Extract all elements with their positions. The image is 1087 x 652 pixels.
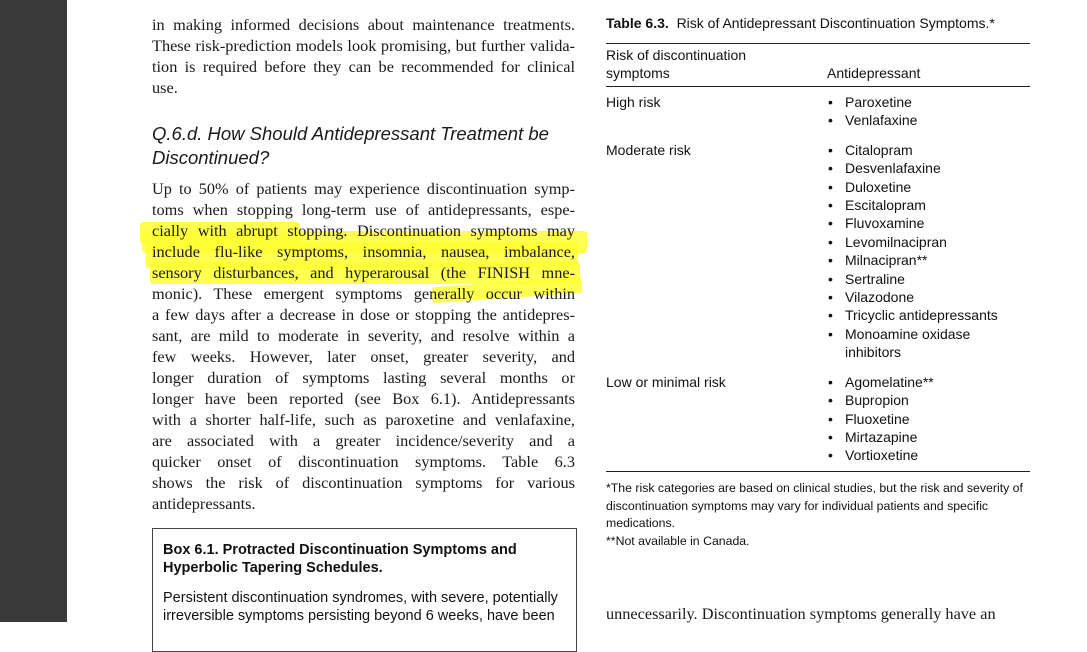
text-line: few weeks. However, later onset, greater severity, and — [152, 347, 575, 366]
table-footnotes — [606, 480, 1034, 550]
risk-level: Moderate risk — [606, 141, 691, 158]
section-heading-line1: Q.6.d. How Should Antidepressant Treatment be — [152, 123, 549, 144]
drug-list — [827, 373, 1030, 465]
text-line: tion is required before they can be recommended for clinical use. — [152, 57, 575, 97]
text-line: sant, are mild to moderate in severity, and resolve within a — [152, 326, 575, 345]
text-line: with a shorter half-life, such as paroxetine and venlafaxine, — [152, 410, 575, 429]
text-line: toms when stopping long-term use of antidepressants, espe- — [152, 200, 575, 219]
table-col-header-drug: Antidepressant — [827, 65, 921, 81]
list-item: • Tricyclic antidepressants — [827, 306, 1030, 324]
list-item: • Vilazodone — [827, 288, 1030, 306]
list-item: • Monoamine oxidase — [827, 325, 1030, 343]
text-line: shows the risk of discontinuation symptoms for various — [152, 473, 575, 492]
list-item-continued: inhibitors — [845, 344, 902, 361]
box-6-1 — [152, 528, 577, 652]
text-line: include flu-like symptoms, insomnia, nausea, imbalance, — [152, 242, 575, 261]
drug-list — [827, 141, 1030, 362]
text-line: monic). These emergent symptoms generally occur within — [152, 284, 575, 303]
box-text: Persistent discontinuation syndromes, with severe, potentially irreversible symptoms persisting beyond 6 weeks, have been — [163, 590, 558, 624]
text-line: antidepressants. — [152, 494, 256, 513]
list-item: • Vortioxetine — [827, 446, 1030, 464]
list-item: • Mirtazapine — [827, 428, 1030, 446]
risk-level: Low or minimal risk — [606, 373, 726, 390]
table-bottom-rule — [606, 471, 1030, 472]
section-heading-line2: Discontinued? — [152, 147, 270, 168]
text-line: a few days after a decrease in dose or stopping the antidepres- — [152, 305, 575, 324]
text-line: sensory disturbances, and hyperarousal (the FINISH mne- — [152, 263, 575, 282]
table-row — [606, 93, 1030, 130]
viewer-sidebar — [0, 0, 67, 622]
list-item: • Desvenlafaxine — [827, 159, 1030, 177]
text-line: These risk-prediction models look promising, but further valida- — [152, 36, 575, 55]
table-row — [606, 141, 1030, 362]
table-col-header-risk: Risk of discontinuation symptoms — [606, 47, 747, 81]
body-paragraph — [152, 178, 575, 514]
text-line: in making informed decisions about maintenance treatments. — [152, 15, 575, 34]
list-item: • Agomelatine** — [827, 373, 1030, 391]
list-item: • Escitalopram — [827, 196, 1030, 214]
table-header-row — [606, 44, 1030, 86]
list-item: • Duloxetine — [827, 178, 1030, 196]
text-line: quicker onset of discontinuation symptoms. Table 6.3 — [152, 452, 575, 471]
list-item: • Sertraline — [827, 270, 1030, 288]
text-line: longer duration of symptoms lasting several months or — [152, 368, 575, 387]
risk-level: High risk — [606, 94, 661, 110]
table-caption-label: Table 6.3. — [606, 15, 669, 31]
text-line: are associated with a greater incidence/severity and a — [152, 431, 575, 450]
table-6-3 — [606, 14, 1030, 472]
list-item: • Venlafaxine — [827, 111, 1030, 129]
text-line: longer have been reported (see Box 6.1). Antidepressants — [152, 389, 575, 408]
list-item: • Fluoxetine — [827, 410, 1030, 428]
footnote-not-available: **Not available in Canada. — [606, 533, 750, 548]
text-line: cially with abrupt stopping. Discontinuation symptoms may — [152, 221, 575, 240]
text-line: Up to 50% of patients may experience discontinuation symp- — [152, 179, 575, 198]
box-title: Box 6.1. Protracted Discontinuation Symptoms and Hyperbolic Tapering Schedules. — [163, 542, 517, 576]
right-column-text: unnecessarily. Discontinuation symptoms generally have an — [606, 604, 996, 623]
table-caption — [606, 14, 1030, 33]
list-item: • Milnacipran** — [827, 251, 1030, 269]
list-item: • Paroxetine — [827, 93, 1030, 111]
list-item: • Fluvoxamine — [827, 214, 1030, 232]
list-item: • Levomilnacipran — [827, 233, 1030, 251]
section-heading — [152, 122, 582, 170]
table-header-rule — [606, 86, 1030, 87]
list-item: • Bupropion — [827, 391, 1030, 409]
table-caption-text: Risk of Antidepressant Discontinuation Symptoms.* — [676, 15, 995, 31]
table-row — [606, 373, 1030, 465]
list-item: • Citalopram — [827, 141, 1030, 159]
footnote-risk-categories: *The risk categories are based on clinical studies, but the risk and severity of discontinuation symptoms may vary for individual patients and specific medications. — [606, 481, 1023, 531]
drug-list — [827, 93, 1030, 130]
intro-paragraph — [152, 14, 575, 97]
